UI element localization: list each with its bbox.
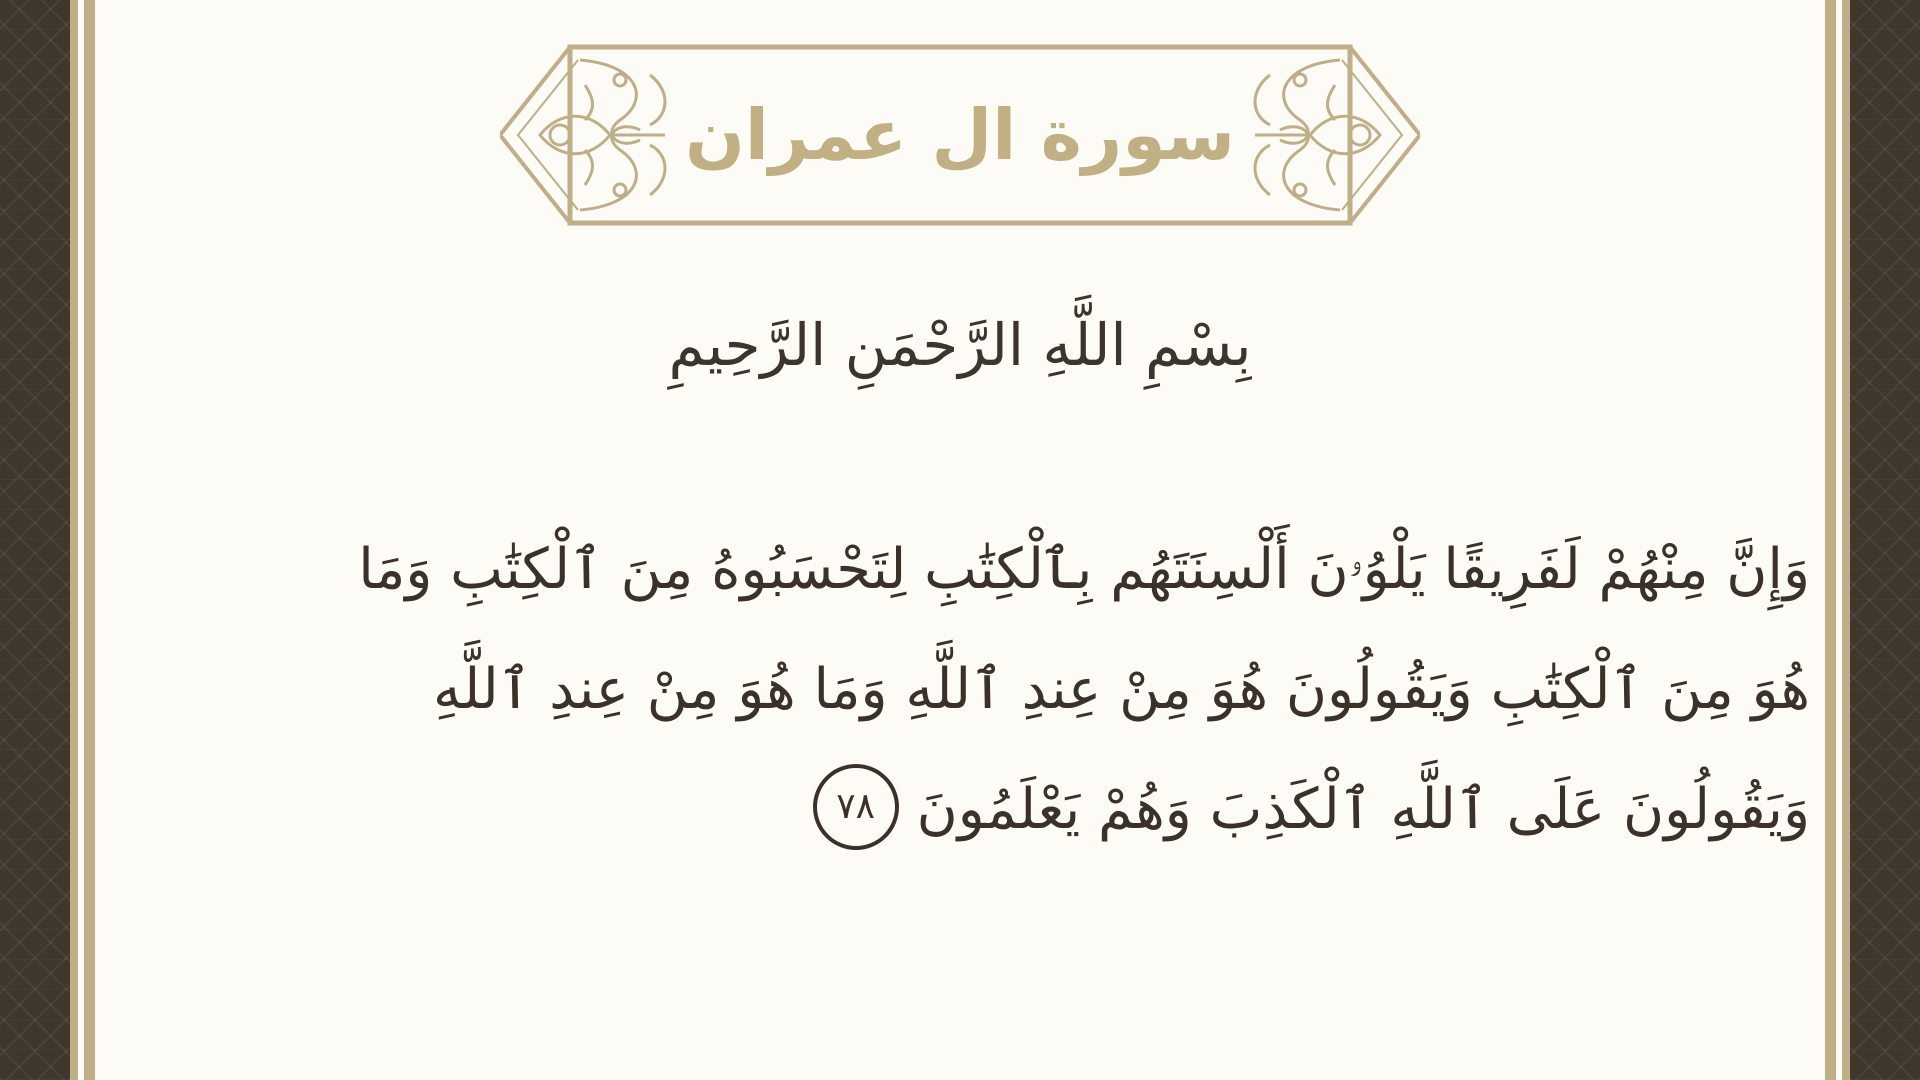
surah-title: سورة ال عمران [685, 94, 1235, 176]
verse-line-1: وَإِنَّ مِنْهُمْ لَفَرِيقًا يَلْوُۥنَ أَلْسِنَتَهُم بِٱلْكِتَٰبِ لِتَحْسَبُوهُ مِنَ ٱلْكِتَٰبِ وَمَا [358, 537, 1810, 602]
verse-line-3-text: وَيَقُولُونَ عَلَى ٱللَّهِ ٱلْكَذِبَ وَهُمْ يَعْلَمُونَ [916, 777, 1810, 842]
verse-line-3 [270, 750, 1810, 870]
basmala: بِسْمِ اللَّهِ الرَّحْمَنِ الرَّحِيمِ [668, 311, 1252, 379]
verse-line-2: هُوَ مِنَ ٱلْكِتَٰبِ وَيَقُولُونَ هُوَ مِنْ عِندِ ٱللَّهِ وَمَا هُوَ مِنْ عِندِ ٱللَّهِ [433, 657, 1810, 722]
verse-text [270, 510, 1810, 890]
left-gold-rule [70, 0, 78, 1080]
right-gold-rule-inner [1825, 0, 1836, 1080]
right-decorative-border [1850, 0, 1920, 1080]
left-gold-rule-inner [84, 0, 95, 1080]
left-decorative-border [0, 0, 70, 1080]
ayah-number-marker: ٧٨ [813, 764, 899, 850]
right-rule-gap [1836, 0, 1842, 1080]
surah-title-cartouche [500, 40, 1420, 230]
right-gold-rule [1842, 0, 1850, 1080]
